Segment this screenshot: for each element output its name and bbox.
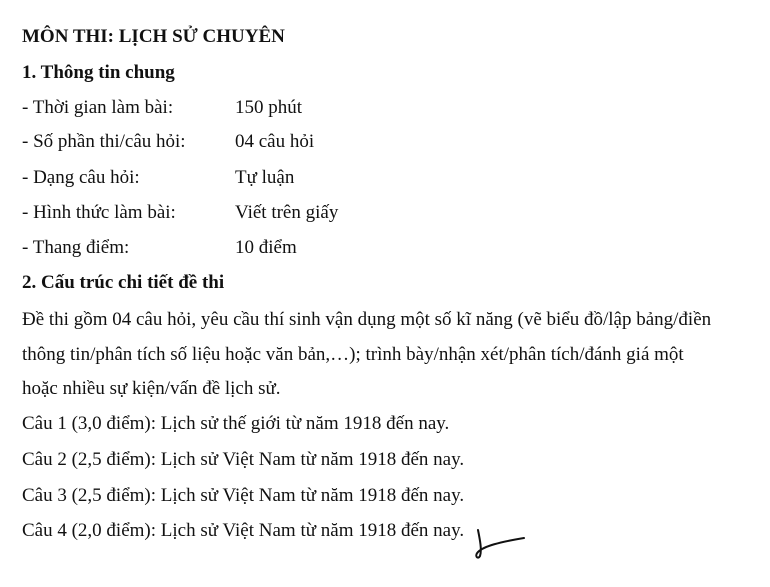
question-item: Câu 2 (2,5 điểm): Lịch sử Việt Nam từ năm 1918 đến nay. <box>22 449 465 470</box>
question-item: Câu 4 (2,0 điểm): Lịch sử Việt Nam từ năm 1918 đến nay. <box>22 520 465 541</box>
paragraph-line: Đề thi gồm 04 câu hỏi, yêu cầu thí sinh vận dụng một số kĩ năng (vẽ biểu đồ/lập bảng/điền <box>22 309 712 330</box>
info-label: - Số phần thi/câu hỏi: <box>22 131 186 152</box>
section2-heading: 2. Cấu trúc chi tiết đề thi <box>22 272 225 293</box>
info-value: 150 phút <box>235 97 303 118</box>
paragraph-line: thông tin/phân tích số liệu hoặc văn bản,…); trình bày/nhận xét/phân tích/đánh giá một <box>22 344 684 365</box>
info-row-duration <box>22 97 522 123</box>
info-label: - Thang điểm: <box>22 237 130 258</box>
section1-heading: 1. Thông tin chung <box>22 62 175 83</box>
paragraph-line: hoặc nhiều sự kiện/vấn đề lịch sử. <box>22 378 281 399</box>
info-value: 10 điểm <box>235 237 297 258</box>
info-row-format <box>22 202 522 228</box>
info-label: - Hình thức làm bài: <box>22 202 176 223</box>
info-row-question-count <box>22 131 522 157</box>
info-value: 04 câu hỏi <box>235 131 315 152</box>
question-item: Câu 1 (3,0 điểm): Lịch sử thế giới từ năm 1918 đến nay. <box>22 413 450 434</box>
info-value: Tự luận <box>235 167 295 188</box>
info-label: - Thời gian làm bài: <box>22 97 174 118</box>
exam-title: MÔN THI: LỊCH SỬ CHUYÊN <box>22 26 285 47</box>
question-item: Câu 3 (2,5 điểm): Lịch sử Việt Nam từ năm 1918 đến nay. <box>22 485 465 506</box>
info-row-question-type <box>22 167 522 193</box>
info-row-score-scale <box>22 237 522 263</box>
handwritten-signature <box>470 522 530 562</box>
info-value: Viết trên giấy <box>235 202 339 223</box>
info-label: - Dạng câu hỏi: <box>22 167 140 188</box>
